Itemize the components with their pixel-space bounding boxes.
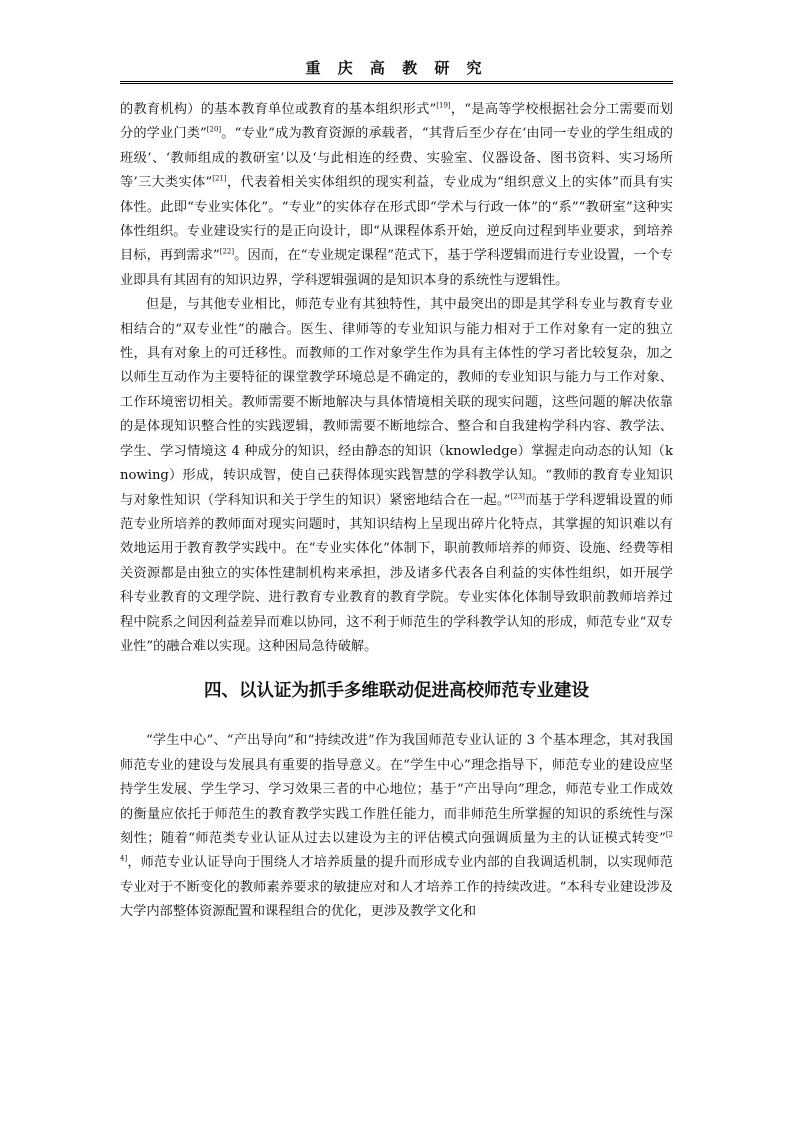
paragraph-text: 。“专业”成为教育资源的承载者，“其背后至少存在‘由同一专业的学生组成的班级’、‘教师组成的教研室’以及‘与此相连的经费、实验室、仪器设备、图书资料、实习场所等’三大类实体” [120,126,673,191]
citation-reference: [20] [206,126,222,135]
article-body [120,98,673,925]
header-rule-double [120,83,673,84]
citation-reference: [23] [510,492,525,501]
citation-reference: [21] [212,174,227,183]
citation-reference: [22] [219,248,235,257]
section-heading: 四、以认证为抓手多维联动促进高校师范专业建设 [204,681,589,702]
paragraph-text: ，代表着相关实体组织的现实利益，专业成为“组织意义上的实体”而具有实体性。此即“专业实体化”。“专业”的实体存在形式即“学术与行政一体”的“系”“教研室”这种实体性组织。专业建设实行的是正向设计，即“从课程体系开始，逆反向过程到毕业要求，到培养目标，再到需求” [120,175,673,264]
paragraph-text: ，“是高等学校根据社会分工需要而划分的学业门类” [120,102,673,142]
body-paragraph [120,293,673,659]
paragraph-text: 的教育机构）的基本教育单位或教育的基本组织形式” [120,102,437,117]
citation-reference: [19] [436,101,451,110]
citation-reference: [24] [120,830,673,863]
paragraphs-before-section [120,98,673,659]
body-paragraph [120,729,673,924]
paragraph-text: 而基于学科逻辑设置的师范专业所培养的教师面对现实问题时，其知识结构上呈现出碎片化特点，其掌握的知识难以有效地运用于教育教学实践中。在“专业实体化”体制下，职前教师培养的师资、设施、经费等相关资源都是由独立的实体性建制机构来承担，涉及诸多代表各自利益的实体性组织，如开展学科专业教育的文理学院、进行教育专业教育的教育学院。专业实体化体制导致职前教师培养过程中院系之间因利益差异而难以协同，这不利于师范生的学科教学认知的形成，师范专业“双专业性”的融合难以实现。这种困局急待破解。 [120,492,674,654]
paragraphs-after-section [120,729,673,924]
header-rule [120,81,673,82]
journal-running-header: 重 庆 高 教 研 究 [305,59,488,77]
paragraph-text: 。因而，在“专业规定课程”范式下，基于学科逻辑而进行专业设置，一个专业即具有其固有的知识边界，学科逻辑强调的是知识本身的系统性与逻辑性。 [120,248,673,288]
paragraph-text: “学生中心”、“产出导向”和“持续改进”作为我国师范专业认证的 3 个基本理念，其对我国师范专业的建设与发展具有重要的指导意义。在“学生中心”理念指导下，师范专业的建设应坚持学生发展、学生学习、学习效果三者的中心地位；基于“产出导向”理念，师范专业工作成效的衡量应依托于师范生的教育教学实践工作胜任能力，而非师范生所掌握的知识的系统性与深刻性；随着“师范类专业认证从过去以建设为主的评估模式向强调质量为主的认证模式转变” [120,733,673,846]
body-paragraph [120,98,673,293]
paragraph-text: ，师范专业认证导向于围绕人才培养质量的提升而形成专业内部的自我调适机制，以实现师范专业对于不断变化的教师素养要求的敏捷应对和人才培养工作的持续改进。“本科专业建设涉及大学内部整体资源配置和课程组合的优化，更涉及教学文化和 [120,855,673,920]
paragraph-text: 但是，与其他专业相比，师范专业有其独特性，其中最突出的即是其学科专业与教育专业相结合的“双专业性”的融合。医生、律师等的专业知识与能力相对于工作对象有一定的独立性，具有对象上的可迁移性。而教师的工作对象学生作为具有主体性的学习者比较复杂，加之以师生互动作为主要特征的课堂教学环境总是不确定的，教师的专业知识与能力与工作对象、工作环境密切相关。教师需要不断地解决与具体情境相关联的现实问题，这些问题的解决依靠的是体现知识整合性的实践逻辑，教师需要不断地综合、整合和自我建构学科内容、教学法、学生、学习情境这 4 种成分的知识，经由静态的知识（knowledge）掌握走向动态的认知（knowing）形成，转识成智，使自己获得体现实践智慧的学科教学认知。“教师的教育专业知识与对象性知识（学科知识和关于学生的知识）紧密地结合在一起。” [120,297,673,508]
